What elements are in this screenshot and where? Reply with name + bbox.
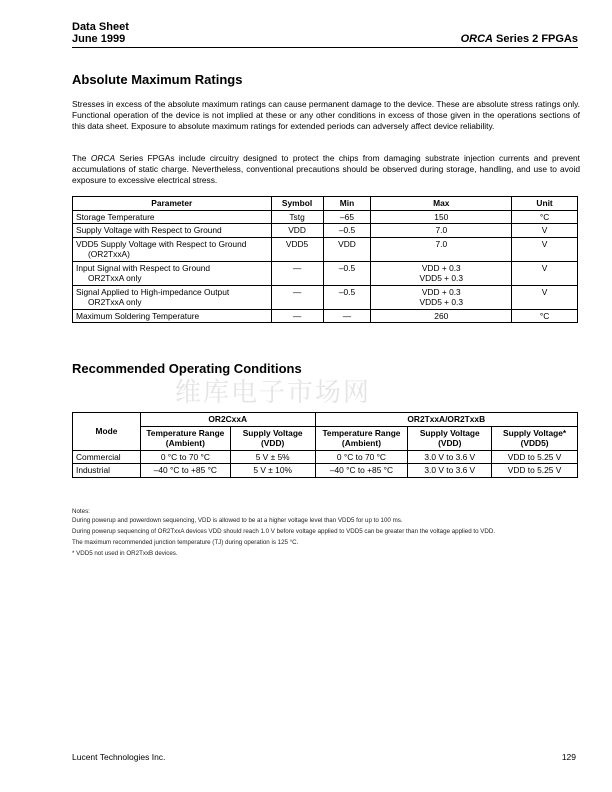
mode-cell: Commercial	[73, 450, 141, 464]
sub-header: Temperature Range (Ambient)	[140, 426, 230, 450]
column-header: Max	[371, 197, 512, 211]
parameter: VDD5 Supply Voltage with Respect to Ground	[76, 238, 247, 249]
header-series	[461, 33, 578, 45]
max-value-2: VDD5 + 0.3	[419, 297, 464, 307]
symbol-cell: VDD5	[271, 237, 323, 261]
max-value: VDD + 0.3	[421, 286, 461, 297]
column-header: Parameter	[73, 197, 272, 211]
table-row	[73, 237, 578, 261]
note: * VDD5 not used in OR2TxxB devices.	[72, 550, 178, 557]
max-cell	[371, 261, 512, 285]
parameter-cell	[73, 224, 272, 238]
doc-date: June 1999	[72, 33, 126, 45]
min-cell: —	[323, 309, 371, 323]
group-header-or2cxxa: OR2CxxA	[140, 413, 315, 427]
value-cell: 5 V ± 5%	[230, 450, 315, 464]
symbol-cell: —	[271, 285, 323, 309]
value-cell: 3.0 V to 3.6 V	[408, 450, 492, 464]
parameter-cell	[73, 237, 272, 261]
max-value: 7.0	[435, 238, 448, 249]
parameter: Storage Temperature	[76, 211, 155, 222]
symbol-cell: —	[271, 309, 323, 323]
value-cell: VDD to 5.25 V	[492, 450, 578, 464]
table-row	[73, 210, 578, 224]
min-cell: –0.5	[323, 285, 371, 309]
min-cell: –0.5	[323, 261, 371, 285]
sub-header: Supply Voltage (VDD)	[408, 426, 492, 450]
footer-page-number: 129	[561, 752, 576, 762]
sub-header: Supply Voltage* (VDD5)	[492, 426, 578, 450]
parameter: Supply Voltage with Respect to Ground	[76, 225, 222, 235]
symbol-cell: —	[271, 261, 323, 285]
parameter-note: OR2TxxA only	[88, 297, 142, 307]
table-row	[73, 450, 578, 464]
note: The maximum recommended junction temperature (TJ) during operation is 125 °C.	[72, 539, 299, 546]
value-cell: –40 °C to +85 °C	[315, 464, 408, 478]
table-row	[73, 224, 578, 238]
value-cell: 5 V ± 10%	[230, 464, 315, 478]
p2-italic: ORCA	[90, 153, 116, 163]
table-row	[73, 464, 578, 478]
value-cell: 0 °C to 70 °C	[140, 450, 230, 464]
max-value: 7.0	[435, 225, 448, 235]
symbol-cell: Tstg	[271, 210, 323, 224]
parameter-note: OR2TxxA only	[88, 273, 142, 283]
section-title-abs-max: Absolute Maximum Ratings	[72, 72, 243, 87]
max-cell	[371, 224, 512, 238]
footer-company: Lucent Technologies Inc.	[72, 752, 166, 762]
note: During powerup and powerdown sequencing, VDD is allowed to be at a higher voltage level than VDD5 for up to 100 ms.	[72, 517, 403, 524]
parameter-note: (OR2TxxA)	[88, 249, 130, 259]
section-title-rec-op: Recommended Operating Conditions	[72, 361, 302, 376]
column-header: Min	[323, 197, 371, 211]
header-rule	[72, 47, 578, 48]
parameter: Maximum Soldering Temperature	[76, 310, 200, 321]
parameter-cell	[73, 309, 272, 323]
parameter-cell	[73, 210, 272, 224]
doc-type: Data Sheet	[72, 21, 129, 33]
notes	[72, 508, 582, 561]
value-cell: 3.0 V to 3.6 V	[408, 464, 492, 478]
mode-cell: Industrial	[73, 464, 141, 478]
parameter-cell	[73, 285, 272, 309]
max-value-2: VDD5 + 0.3	[419, 273, 464, 283]
column-header: Unit	[512, 197, 578, 211]
unit-cell: °C	[512, 210, 578, 224]
max-cell	[371, 285, 512, 309]
table-row	[73, 309, 578, 323]
max-value: 260	[434, 310, 449, 321]
p2-pre: The	[72, 153, 91, 163]
rec-op-table	[72, 412, 578, 478]
p2-rest: Series FPGAs include circuitry designed to protect the chips from damaging substrate injection currents and prevent accumulations of static charge. Nevertheless, conventional precautions should be observed during storage, handling, and use to avoid exposure to excessive electrical stress.	[72, 153, 580, 185]
mode-header: Mode	[73, 413, 141, 451]
paragraph-stresses: Stresses in excess of the absolute maximum ratings can cause permanent damage to the device. These are absolute stress ratings only. Functional operation of the device is not implied at these or any other conditions in excess of those given in the operations sections of this data sheet. Exposure to absolute maximum ratings for extended periods can adversely affect device reliability.	[72, 99, 580, 131]
table-row	[73, 285, 578, 309]
min-cell: –0.5	[323, 224, 371, 238]
value-cell: 0 °C to 70 °C	[315, 450, 408, 464]
note: During powerup sequencing of OR2TxxA devices VDD should reach 1.0 V before voltage applied to VDD5 can be greater than the voltage applied to VDD.	[72, 528, 496, 535]
sub-header: Temperature Range (Ambient)	[315, 426, 408, 450]
min-cell: –65	[323, 210, 371, 224]
group-header-or2txx: OR2TxxA/OR2TxxB	[315, 413, 577, 427]
sub-header: Supply Voltage (VDD)	[230, 426, 315, 450]
abs-max-table	[72, 196, 578, 323]
min-cell: VDD	[323, 237, 371, 261]
header-left	[72, 21, 129, 45]
max-cell	[371, 210, 512, 224]
max-value: 150	[434, 211, 449, 222]
parameter-cell	[73, 261, 272, 285]
series-italic: ORCA	[460, 33, 493, 45]
parameter: Input Signal with Respect to Ground	[76, 262, 211, 273]
unit-cell: V	[512, 261, 578, 285]
unit-cell: V	[512, 224, 578, 238]
unit-cell: V	[512, 285, 578, 309]
unit-cell: V	[512, 237, 578, 261]
symbol-cell: VDD	[271, 224, 323, 238]
table-row	[73, 261, 578, 285]
max-cell	[371, 237, 512, 261]
unit-cell: °C	[512, 309, 578, 323]
value-cell: –40 °C to +85 °C	[140, 464, 230, 478]
max-cell	[371, 309, 512, 323]
value-cell: VDD to 5.25 V	[492, 464, 578, 478]
watermark: 维库电子市场网	[175, 378, 372, 408]
max-value: VDD + 0.3	[421, 262, 461, 273]
notes-label: Notes:	[72, 508, 90, 515]
series-rest: Series 2 FPGAs	[493, 33, 578, 45]
parameter: Signal Applied to High-impedance Output	[76, 286, 230, 297]
paragraph-orca	[72, 153, 580, 186]
column-header: Symbol	[271, 197, 323, 211]
